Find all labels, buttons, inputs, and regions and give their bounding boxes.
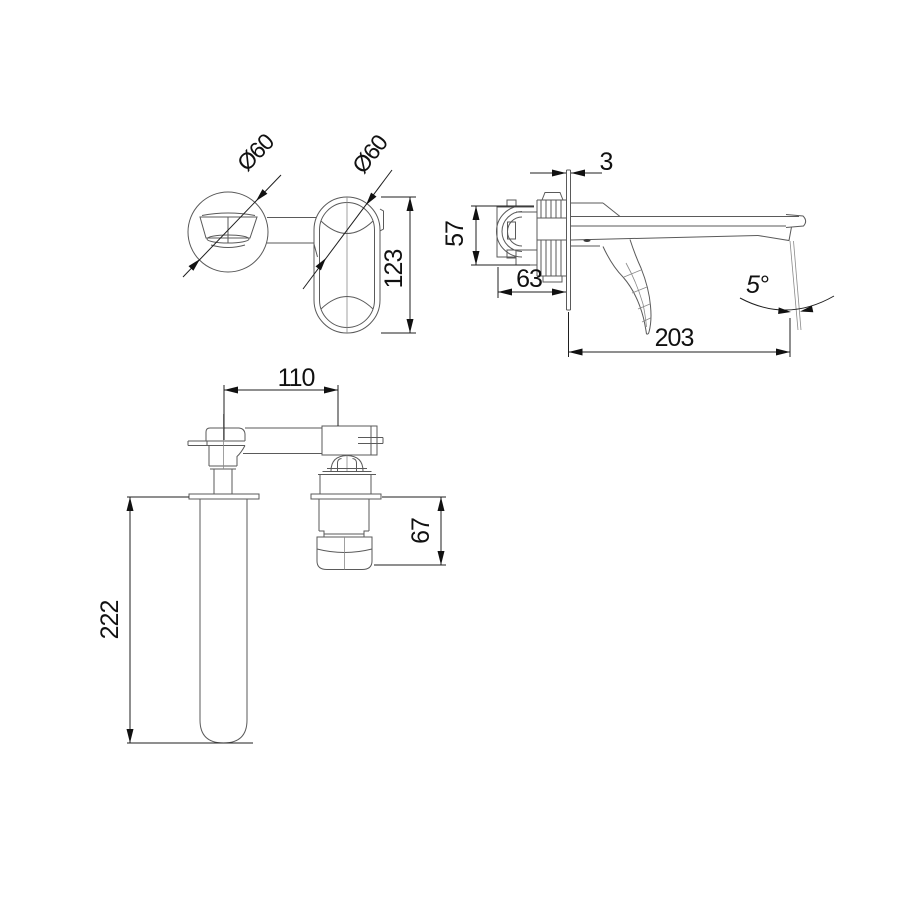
connecting-bar — [267, 218, 316, 244]
installation-view — [188, 414, 383, 743]
dim-label-body-depth: 63 — [516, 265, 542, 293]
wall-plate — [567, 170, 571, 310]
handle-escutcheon-oval — [314, 197, 384, 333]
water-stream-line — [790, 241, 801, 330]
handle-lever — [603, 240, 651, 335]
dim-label-plate-thickness: 3 — [599, 148, 613, 176]
dim-label-stream-angle: 5° — [746, 271, 768, 299]
spout-profile — [571, 203, 806, 246]
front-view — [188, 192, 384, 333]
dim-label-inlet-tube-length: 222 — [96, 600, 124, 640]
dim-label-handle-diameter: Ø60 — [346, 130, 393, 179]
dim-label-handle-height: 123 — [380, 249, 408, 289]
dim-label-spout-diameter: Ø60 — [231, 128, 279, 177]
set-screw-mark — [584, 239, 591, 242]
side-view-dimensions — [441, 148, 834, 357]
valve-top-view — [318, 426, 383, 494]
connecting-tube-top-view — [243, 428, 322, 454]
dim-label-body-height: 57 — [441, 221, 469, 247]
dim-label-spout-reach: 203 — [654, 324, 694, 352]
mounting-flange-right — [311, 494, 381, 499]
dim-label-valve-height: 67 — [407, 518, 435, 544]
installation-view-dimensions — [96, 364, 446, 743]
valve-body — [317, 499, 372, 570]
inlet-tube — [200, 499, 247, 743]
spout-top-view — [188, 414, 245, 494]
dim-label-center-distance: 110 — [277, 364, 315, 392]
side-view — [497, 170, 806, 334]
mounting-flange-left — [189, 494, 259, 499]
